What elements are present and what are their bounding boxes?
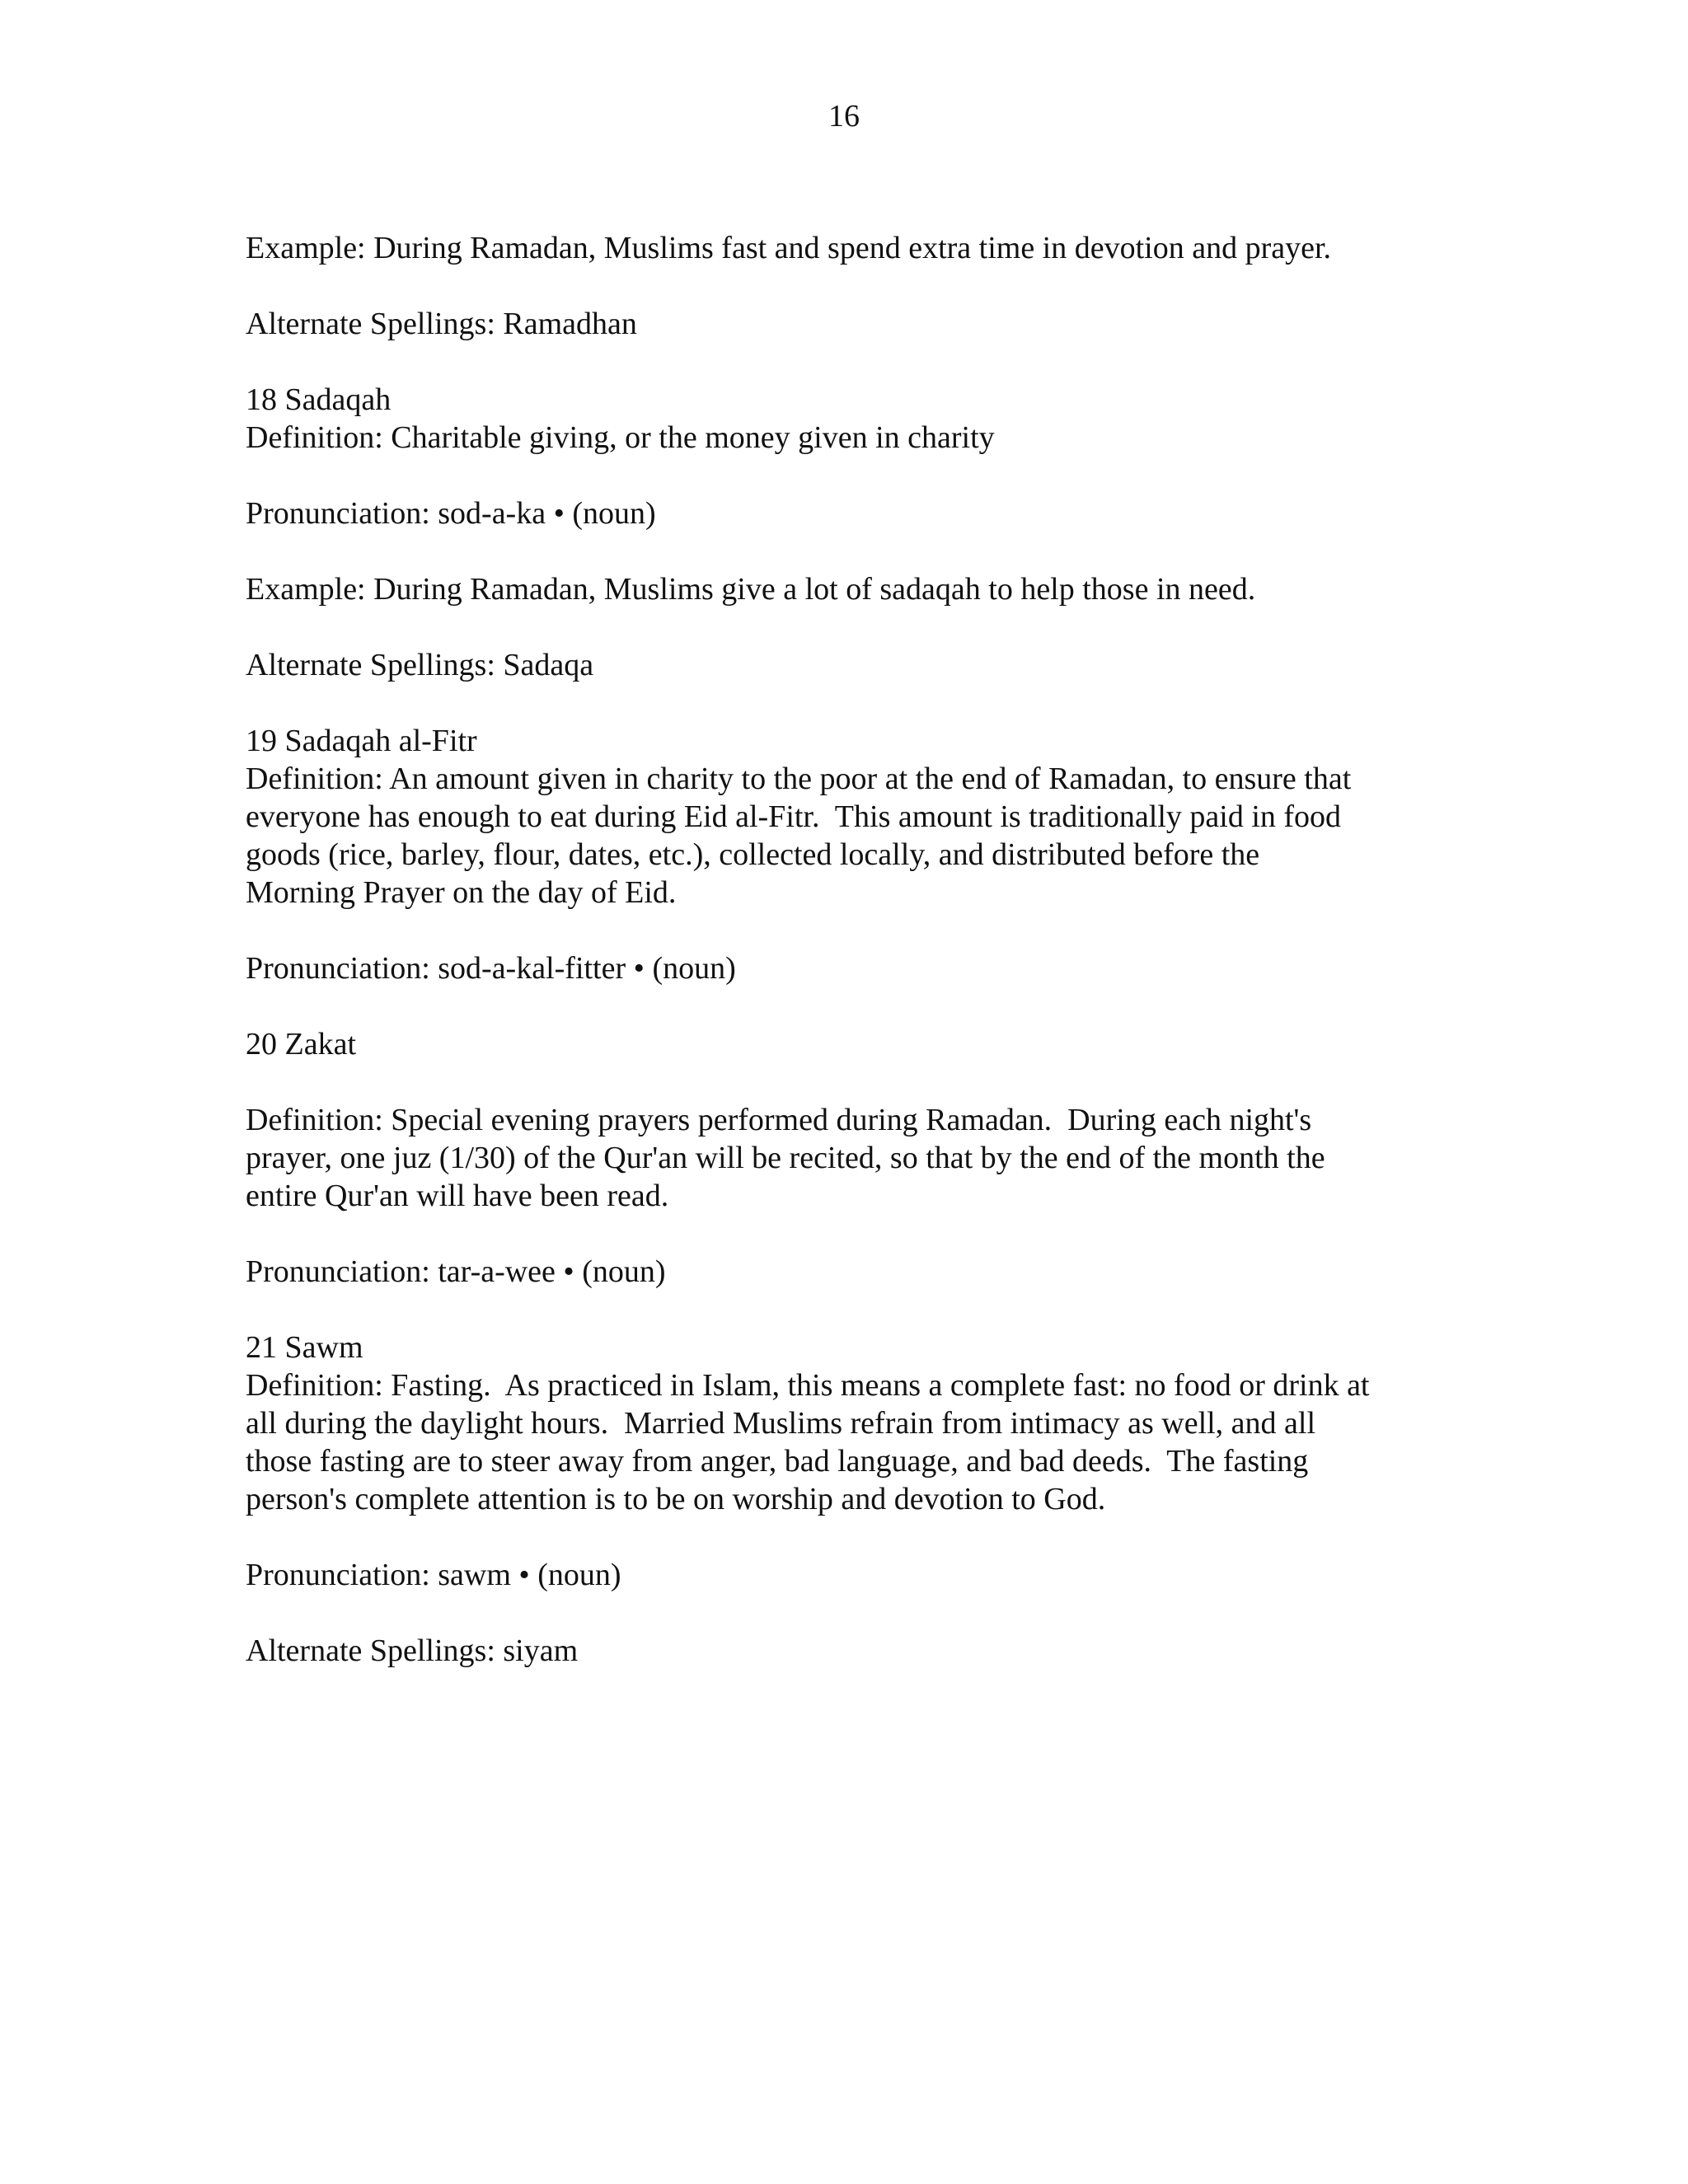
sawm-definition-line: person's complete attention is to be on worship and devotion to God. [246, 1482, 1106, 1516]
sawm-definition-line: those fasting are to steer away from anger, bad language, and bad deeds. The fasting [246, 1444, 1309, 1479]
zakat-definition-line: Definition: Special evening prayers performed during Ramadan. During each night's [246, 1103, 1312, 1137]
entry-heading-sadaqah-al-fitr: 19 Sadaqah al-Fitr [246, 724, 477, 758]
sadaqah-alternate-spellings: Alternate Spellings: Sadaqa [246, 648, 594, 682]
sadaqah-al-fitr-definition-line: Morning Prayer on the day of Eid. [246, 875, 677, 910]
sadaqah-definition: Definition: Charitable giving, or the money given in charity [246, 420, 995, 455]
sadaqah-pronunciation: Pronunciation: sod-a-ka • (noun) [246, 496, 656, 531]
zakat-definition-line: entire Qur'an will have been read. [246, 1179, 669, 1213]
sadaqah-al-fitr-definition-line: goods (rice, barley, flour, dates, etc.), collected locally, and distributed before the [246, 837, 1260, 872]
entry-heading-sadaqah: 18 Sadaqah [246, 382, 392, 417]
entry-heading-zakat: 20 Zakat [246, 1027, 357, 1062]
sadaqah-example: Example: During Ramadan, Muslims give a lot of sadaqah to help those in need. [246, 572, 1256, 607]
sawm-pronunciation: Pronunciation: sawm • (noun) [246, 1558, 621, 1592]
page-number: 16 [828, 99, 860, 134]
glossary-content [246, 229, 1449, 1670]
sawm-definition-line: all during the daylight hours. Married Muslims refrain from intimacy as well, and all [246, 1406, 1316, 1441]
zakat-definition-line: prayer, one juz (1/30) of the Qur'an will be recited, so that by the end of the month the [246, 1141, 1325, 1175]
sadaqah-al-fitr-definition-line: Definition: An amount given in charity to the poor at the end of Ramadan, to ensure that [246, 762, 1352, 796]
ramadan-alternate-spellings: Alternate Spellings: Ramadhan [246, 307, 637, 341]
entry-heading-sawm: 21 Sawm [246, 1330, 363, 1365]
ramadan-example: Example: During Ramadan, Muslims fast and spend extra time in devotion and prayer. [246, 231, 1332, 265]
zakat-pronunciation: Pronunciation: tar-a-wee • (noun) [246, 1254, 666, 1289]
sadaqah-al-fitr-pronunciation: Pronunciation: sod-a-kal-fitter • (noun) [246, 951, 736, 986]
sawm-alternate-spellings: Alternate Spellings: siyam [246, 1633, 579, 1668]
sawm-definition-line: Definition: Fasting. As practiced in Islam, this means a complete fast: no food or drink at [246, 1368, 1370, 1403]
sadaqah-al-fitr-definition-line: everyone has enough to eat during Eid al-Fitr. This amount is traditionally paid in food [246, 799, 1342, 834]
